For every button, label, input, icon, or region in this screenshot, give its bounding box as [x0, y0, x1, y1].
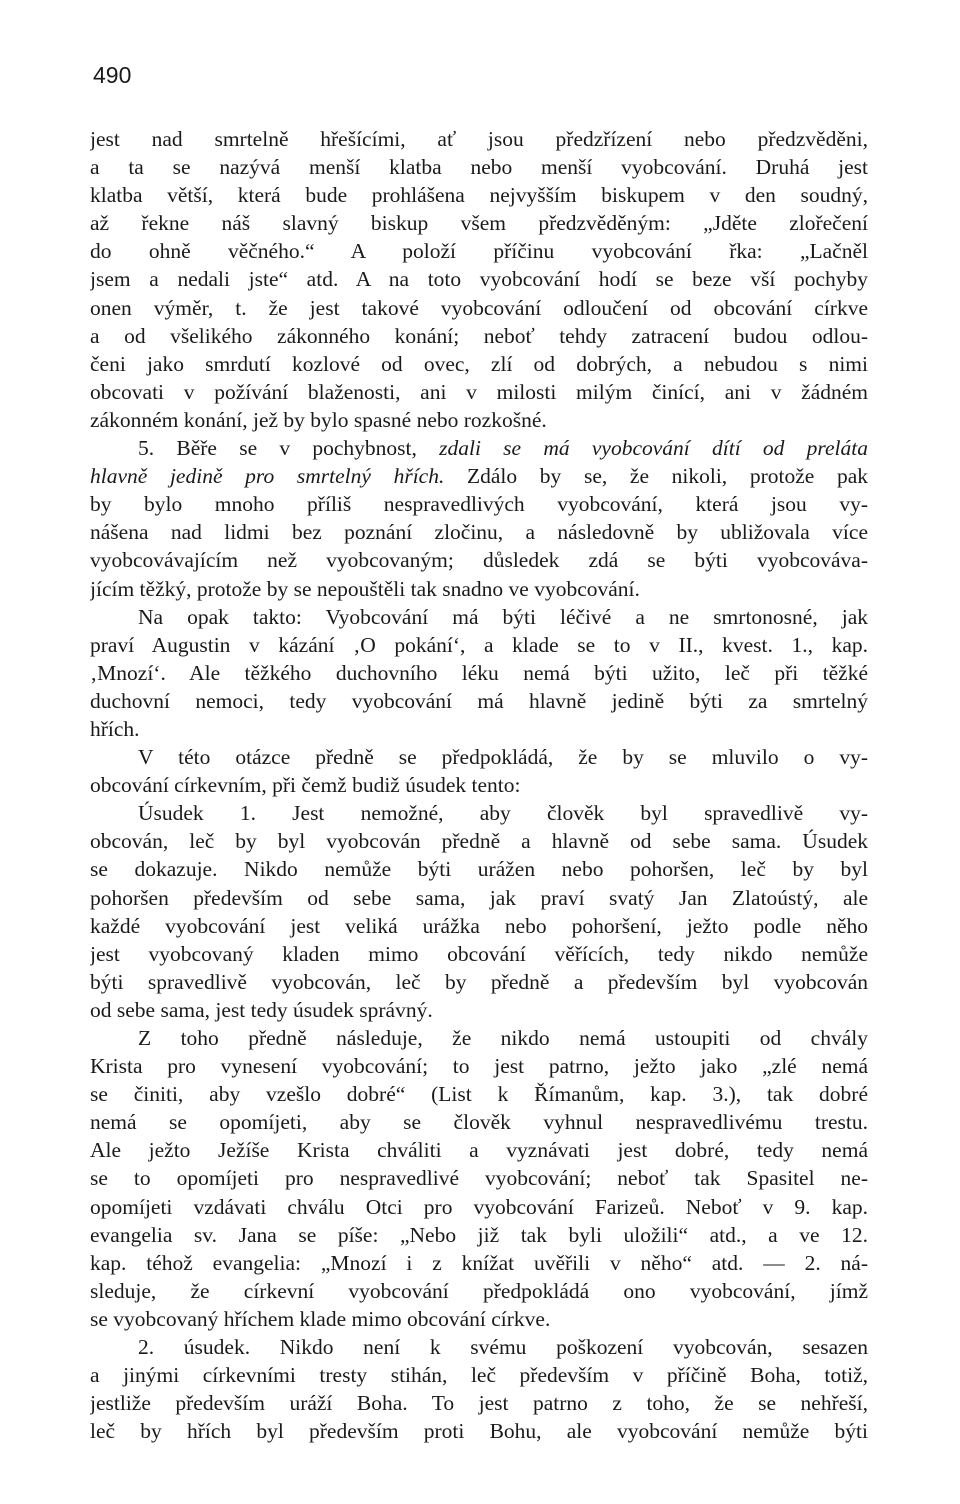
text-line: [90, 575, 868, 603]
text-line: [90, 546, 868, 574]
line-text: obcovati v požívání blaženosti, ani v milosti milým činící, ani v žádném: [90, 379, 868, 404]
line-text: ‚Mnozí‘. Ale těžkého duchovního léku nemá býti užito, leč při těžké: [90, 660, 868, 685]
line-text: obcování církevním, při čemž budiž úsudek tento:: [90, 773, 521, 798]
text-line: [90, 181, 868, 209]
line-text: jest vyobcovaný kladen mimo obcování věřících, tedy nikdo nemůže: [90, 941, 868, 966]
line-text: každé vyobcování jest veliká urážka nebo pohoršení, ježto podle něho: [90, 913, 868, 938]
line-text: by bylo mnoho příliš nespravedlivých vyobcování, která jsou vy-: [90, 492, 868, 517]
line-text: sleduje, že církevní vyobcování předpokládá ono vyobcování, jímž: [90, 1278, 868, 1303]
line-text: klatba větší, která bude prohlášena nejvyšším biskupem v den soudný,: [90, 183, 868, 208]
text-line: [90, 518, 868, 546]
text-line: [90, 827, 868, 855]
line-text: Zdálo by se, že nikoli, protože pak: [444, 464, 868, 489]
text-line: [90, 940, 868, 968]
line-text: evangelia sv. Jana se píše: „Nebo již tak byli uložili“ atd., a ve 12.: [90, 1222, 868, 1247]
line-text: do ohně věčného.“ A položí příčinu vyobcování řka: „Lačněl: [90, 239, 868, 264]
text-line: [90, 153, 868, 181]
line-text: praví Augustin v kázání ‚O pokání‘, a klade se to v II., kvest. 1., kap.: [90, 632, 868, 657]
text-line: [90, 912, 868, 940]
line-text: se činiti, aby vzešlo dobré“ (List k Římanům, kap. 3.), tak dobré: [90, 1082, 868, 1107]
line-text: obcován, leč by byl vyobcován předně a hlavně od sebe sama. Úsudek: [90, 829, 868, 854]
text-line: [90, 1249, 868, 1277]
text-line: [90, 350, 868, 378]
line-text: čeni jako smrdutí kozlové od ovec, zlí od dobrých, a nebudou s nimi: [90, 351, 868, 376]
text-line: [90, 1221, 868, 1249]
line-text: Z toho předně následuje, že nikdo nemá ustoupiti od chvály: [138, 1026, 868, 1050]
line-text: a ta se nazývá menší klatba nebo menší vyobcování. Druhá jest: [90, 155, 868, 180]
line-text: zákonném konání, jež by bylo spasné nebo rozkošné.: [90, 407, 547, 432]
text-line: [90, 1024, 868, 1052]
line-text: jícím těžký, protože by se nepouštěli tak snadno ve vyobcování.: [90, 576, 640, 601]
page-number: 490: [93, 62, 132, 88]
line-text: býti spravedlivě vyobcován, leč by předně a především byl vyobcován: [90, 969, 868, 994]
italic-question-text: hlavně jedině pro smrtelný hřích.: [90, 464, 445, 489]
text-line: [90, 294, 868, 322]
text-line: [90, 1052, 868, 1080]
text-line: [90, 1193, 868, 1221]
text-line: [90, 631, 868, 659]
text-line: [90, 1389, 868, 1417]
line-text: onen výměr, t. že jest takové vyobcování odloučení od obcování církve: [90, 295, 868, 320]
text-line: [90, 125, 868, 153]
line-text: kap. téhož evangelia: „Mnozí i z knížat uvěřili v něho“ atd. — 2. ná-: [90, 1250, 868, 1275]
line-text: leč by hřích byl především proti Bohu, ale vyobcování nemůže býti: [90, 1419, 868, 1444]
line-text: nemá se opomíjeti, aby se člověk vyhnul nespravedlivému trestu.: [90, 1110, 868, 1135]
text-line: [90, 237, 868, 265]
line-text: 5. Běře se v pochybnost,: [138, 436, 440, 461]
text-line: [90, 1164, 868, 1192]
line-text: se dokazuje. Nikdo nemůže býti urážen nebo pohoršen, leč by byl: [90, 857, 868, 882]
line-text: Na opak takto: Vyobcování má býti léčivé a ne smrtonosné, jak: [138, 604, 868, 629]
text-line: [90, 968, 868, 996]
text-line: [90, 1136, 868, 1164]
text-line: [90, 434, 868, 462]
line-text: Úsudek 1. Jest nemožné, aby člověk byl spravedlivě vy-: [138, 801, 868, 826]
text-line: [90, 687, 868, 715]
text-line: [90, 1361, 868, 1389]
body-text: [90, 125, 868, 1445]
line-text: jest nad smrtelně hřešícími, ať jsou předzřízení nebo předzvěděni,: [90, 127, 868, 151]
text-line: [90, 462, 868, 490]
text-line: [90, 1080, 868, 1108]
text-line: [90, 406, 868, 434]
line-text: Krista pro vynesení vyobcování; to jest patrno, ježto jako „zlé nemá: [90, 1054, 868, 1079]
line-text: jsem a nedali jste“ atd. A na toto vyobcování hodí se beze vší pochyby: [90, 267, 868, 292]
text-line: [90, 771, 868, 799]
text-line: [90, 855, 868, 883]
text-line: [90, 996, 868, 1024]
text-line: [90, 1108, 868, 1136]
line-text: nášena nad lidmi bez poznání zločinu, a následovně by ubližovala více: [90, 520, 868, 545]
text-line: [90, 1417, 868, 1445]
line-text: se to opomíjeti pro nespravedlivé vyobcování; neboť tak Spasitel ne-: [90, 1166, 868, 1191]
line-text: Ale ježto Ježíše Krista chváliti a vyznávati jest dobré, tedy nemá: [90, 1138, 868, 1163]
line-text: a jinými církevními tresty stihán, leč především v příčině Boha, totiž,: [90, 1363, 868, 1388]
text-line: [90, 265, 868, 293]
text-line: [90, 378, 868, 406]
text-line: [90, 799, 868, 827]
text-line: [90, 1277, 868, 1305]
text-line: [90, 715, 868, 743]
text-line: [90, 209, 868, 237]
text-line: [90, 1333, 868, 1361]
text-line: [90, 322, 868, 350]
line-text: 2. úsudek. Nikdo není k svému poškození vyobcován, sesazen: [138, 1335, 868, 1360]
text-line: [90, 884, 868, 912]
line-text: duchovní nemoci, tedy vyobcování má hlavně jedině býti za smrtelný: [90, 688, 868, 713]
text-line: [90, 490, 868, 518]
line-text: se vyobcovaný hříchem klade mimo obcování církve.: [90, 1306, 551, 1331]
text-line: [90, 743, 868, 771]
line-text: od sebe sama, jest tedy úsudek správný.: [90, 997, 433, 1022]
line-text: jestliže především uráží Boha. To jest patrno z toho, že se nehřeší,: [90, 1391, 868, 1416]
italic-question-text: zdali se má vyobcování dítí od preláta: [439, 436, 868, 461]
line-text: pohoršen především od sebe sama, jak praví svatý Jan Zlatoústý, ale: [90, 885, 868, 910]
line-text: opomíjeti vzdávati chválu Otci pro vyobcování Farizeů. Neboť v 9. kap.: [90, 1194, 868, 1219]
line-text: vyobcovávajícím než vyobcovaným; důsledek zdá se býti vyobcováva-: [90, 548, 868, 573]
line-text: až řekne náš slavný biskup všem předzvěděným: „Jděte zlořečení: [90, 211, 868, 236]
text-line: [90, 1305, 868, 1333]
line-text: hřích.: [90, 716, 140, 741]
text-line: [90, 659, 868, 687]
text-line: [90, 603, 868, 631]
line-text: a od všelikého zákonného konání; neboť tehdy zatracení budou odlou-: [90, 323, 868, 348]
line-text: V této otázce předně se předpokládá, že by se mluvilo o vy-: [138, 745, 868, 770]
